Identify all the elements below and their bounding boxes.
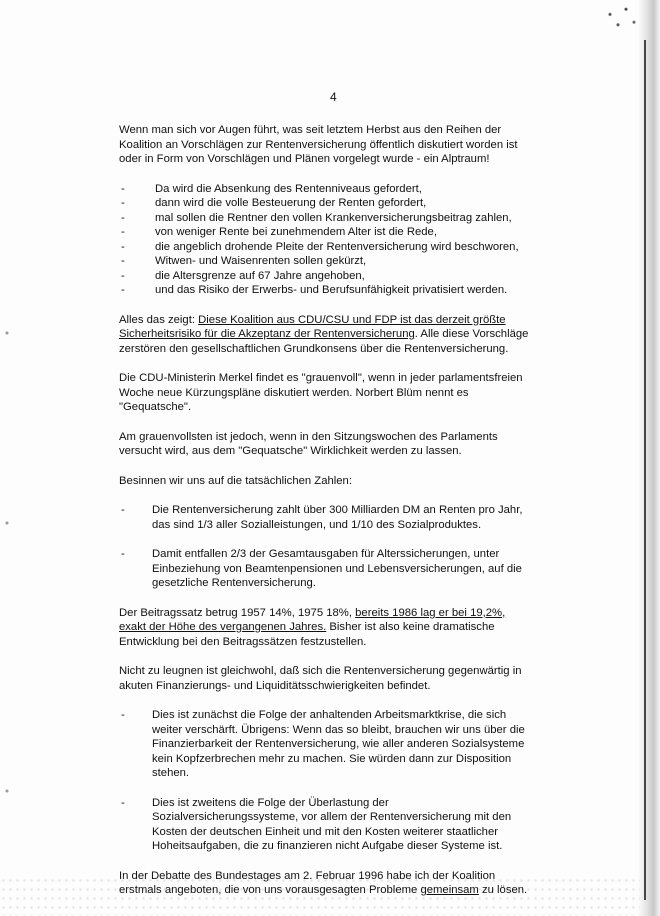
- causes-list: [119, 708, 529, 854]
- scan-speckle: [602, 4, 642, 30]
- scan-edge: [638, 0, 660, 916]
- list-item: - Die Rentenversicherung zahlt über 300 Milliarden DM an Renten pro Jahr, das sind 1/3 aller Sozialleistungen, und 1/10 des Sozialproduktes.: [121, 504, 523, 531]
- page-number: 4: [330, 90, 337, 104]
- list-item: - Da wird die Absenkung des Rentenniveaus gefordert,: [121, 182, 422, 195]
- list-item: - dann wird die volle Besteuerung der Renten gefordert,: [121, 197, 427, 209]
- paragraph-grauenvoll: Am grauenvollsten ist jedoch, wenn in den Sitzungswochen des Parlaments versucht wird, aus dem "Gequatsche" Wirklichkeit werden zu lassen.: [119, 430, 498, 457]
- paragraph-alles: Alles das zeigt: Diese Koalition aus CDU/CSU und FDP ist das derzeit größte Sicherheitsrisiko für die Akzeptanz der Rentenversicherung. Alle diese Vorschläge zerstören den gesellschaftlichen Grundkonsens über die Rentenversicherung.: [119, 313, 529, 355]
- intro-paragraph: Wenn man sich vor Augen führt, was seit letztem Herbst aus den Reihen der Koalition an Vorschlägen zur Rentenversicherung öffentlich diskutiert worden ist oder in Form von Vorschlägen und Plänen vorgelegt wurde - ein Alptraum!: [119, 124, 518, 165]
- list-item: - und das Risiko der Erwerbs- und Berufsunfähigkeit privatisiert werden.: [121, 284, 508, 296]
- proposals-list: [119, 182, 529, 298]
- list-item: - die angeblich drohende Pleite der Rentenversicherung wird beschworen,: [121, 240, 519, 253]
- list-item: - Dies ist zunächst die Folge der anhaltenden Arbeitsmarktkrise, die sich weiter verschärft. Übrigens: Wenn das so bleibt, brauchen wir uns über die Finanzierbarkeit der Rentenversicherung, wie aller anderen Sozialsysteme kein Kopfzerbrechen mehr zu machen. Sie würden dann zur Disposition stehen.: [121, 709, 525, 779]
- scan-edge-line: [644, 40, 646, 900]
- figures-list: [119, 503, 529, 591]
- underlined-text: gemeinsam: [420, 884, 479, 896]
- scan-speckle: [0, 520, 14, 526]
- scan-speckle: [0, 788, 14, 794]
- underlined-text: Diese Koalition aus CDU/CSU und FDP ist das derzeit größte Sicherheitsrisiko für die Akzeptanz der Rentenversicherung: [119, 313, 506, 340]
- underlined-text: bereits 1986 lag er bei 19,2%, exakt der Höhe des vergangenen Jahres.: [119, 606, 506, 633]
- list-item: - mal sollen die Rentner den vollen Krankenversicherungsbeitrag zahlen,: [121, 211, 512, 224]
- list-item: - Damit entfallen 2/3 der Gesamtausgaben für Alterssicherungen, unter Einbeziehung von Beamtenpensionen und Lebensversicherungen, auf die gesetzliche Rentenversicherung.: [121, 548, 522, 589]
- list-item: - Dies ist zweitens die Folge der Überlastung der Sozialversicherungssysteme, vor allem der Rentenversicherung mit den Kosten der deutschen Einheit und mit den Kosten weiterer staatlicher Hoheitsaufgaben, die zu finanzieren nicht Aufgabe dieser Systeme ist.: [121, 796, 512, 852]
- paragraph-besinnen: Besinnen wir uns auf die tatsächlichen Zahlen:: [119, 474, 352, 487]
- paragraph-merkel: Die CDU-Ministerin Merkel findet es "grauenvoll", wenn in jeder parlamentsfreien Woche neue Kürzungspläne diskutiert werden. Norbert Blüm nennt es "Gequatsche".: [119, 372, 523, 413]
- list-item: - Witwen- und Waisenrenten sollen gekürzt,: [121, 255, 367, 267]
- paragraph-leugnen: Nicht zu leugnen ist gleichwohl, daß sich die Rentenversicherung gegenwärtig in akuten Finanzierungs- und Liquiditätsschwierigkeiten befindet.: [119, 665, 522, 692]
- list-item: - von weniger Rente bei zunehmendem Alter ist die Rede,: [121, 226, 437, 238]
- paragraph-beitragssatz: Der Beitragssatz betrug 1957 14%, 1975 18%, bereits 1986 lag er bei 19,2%, exakt der Höhe des vergangenen Jahres. Bisher ist also keine dramatische Entwicklung bei den Beitragssätzen festzustellen.: [119, 606, 506, 648]
- list-item: - die Altersgrenze auf 67 Jahre angehoben,: [121, 269, 365, 282]
- scan-speckle: [0, 330, 14, 336]
- body-text: [119, 123, 529, 913]
- paragraph-debatte: In der Debatte des Bundestages am 2. Februar 1996 habe ich der Koalition erstmals angeboten, die von uns vorausgesagten Probleme gemeinsam zu lösen.: [119, 869, 528, 896]
